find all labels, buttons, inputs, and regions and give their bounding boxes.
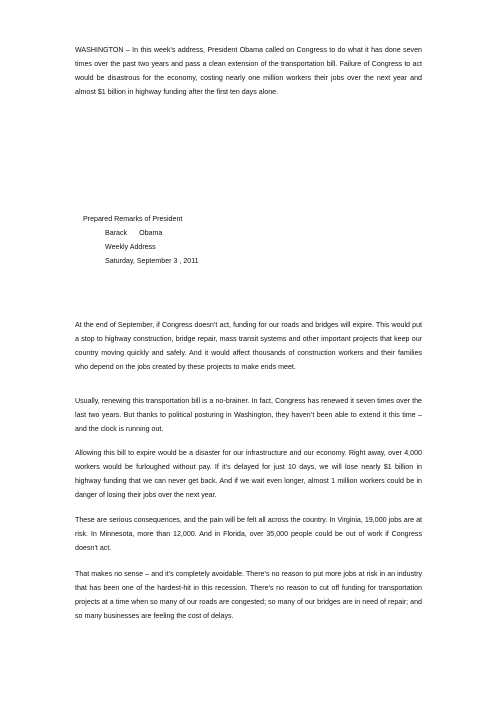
remarks-heading: Prepared Remarks of President <box>83 215 183 223</box>
body-paragraph: Allowing this bill to expire would be a disaster for our infrastructure and our economy. Right away, over 4,000 workers would be furloughed without pay. If it’s delayed for just 10 days, we will lose nearly $1 billion in highway funding that we can never get back. And if we wait even longer, almost 1 million workers could be in danger of losing their jobs over the next year. <box>75 449 422 500</box>
body-paragraph: At the end of September, if Congress doesn’t act, funding for our roads and bridges will expire. This would put a stop to highway construction, bridge repair, mass transit systems and other important projects that keep our country moving quickly and safely. And it would affect thousands of construction workers and their families who depend on the jobs created by these projects to make ends meet. <box>75 321 422 372</box>
president-name <box>83 226 199 240</box>
body-paragraph: Usually, renewing this transportation bill is a no-brainer. In fact, Congress has renewed it seven times over the last two years. But thanks to political posturing in Washington, they haven’t been able to extend it this time – and the clock is running out. <box>75 397 422 434</box>
last-name: Obama <box>139 229 163 238</box>
intro-paragraph: WASHINGTON – In this week’s address, President Obama called on Congress to do what it has done seven times over the past two years and pass a clean extension of the transportation bill. Failure of Congress to act would be disastrous for the economy, costing nearly one million workers their jobs over the next year and almost $1 billion in highway funding after the first ten days alone. <box>75 46 422 97</box>
first-name: Barack <box>105 229 128 238</box>
body-paragraph: That makes no sense – and it’s completely avoidable. There’s no reason to put more jobs at risk in an industry that has been one of the hardest-hit in this recession. There’s no reason to cut off funding for transportation projects at a time when so many of our roads are congested; so many of our bridges are in need of repair; and so many businesses are feeling the cost of delays. <box>75 570 422 621</box>
remarks-date: Saturday, September 3 , 2011 <box>105 257 199 266</box>
remarks-subtitle: Weekly Address <box>105 243 156 252</box>
remarks-header <box>83 212 199 268</box>
body-paragraph: These are serious consequences, and the pain will be felt all across the country. In Virginia, 19,000 jobs are at risk. In Minnesota, more than 12,000. And in Florida, over 35,000 people could be out of work if Congress doesn’t act. <box>75 516 422 553</box>
